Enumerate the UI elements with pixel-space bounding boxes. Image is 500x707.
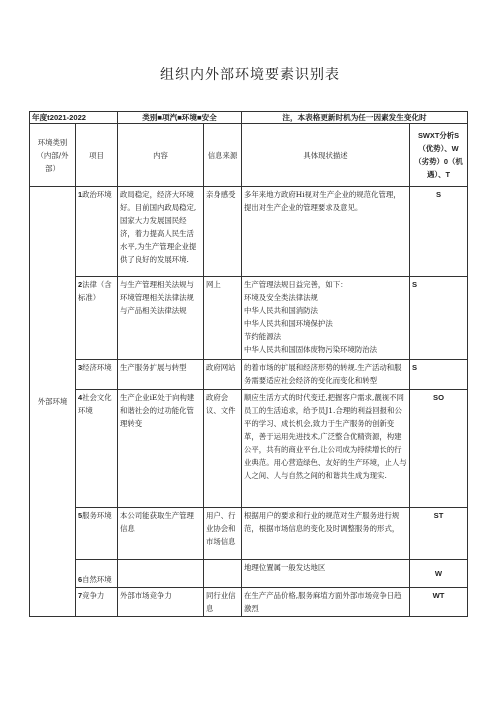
status-line: 节约能源法 [244, 332, 281, 341]
content-cell [118, 560, 204, 588]
header-status: 具体现状描述 [242, 124, 410, 187]
status-cell: 根据用户的要求和行业的规范对生产服务进行规范，根据市场信息的变化及时调整服务的形式， [242, 508, 410, 560]
year-cell: 年度t2021-2022 [30, 112, 118, 124]
status-line: 环境及安全类法律法规 [244, 293, 318, 302]
item-cell [76, 588, 118, 617]
note-cell: 注，本表格更新时机为任一因素发生变化时 [242, 112, 468, 124]
source-cell [204, 560, 242, 588]
item-cell [76, 277, 118, 360]
source-cell: 同行业信息 [204, 588, 242, 617]
source-cell: 政府会议、文件 [204, 390, 242, 508]
row-number: 1 [78, 190, 83, 199]
header-content: 内容 [118, 124, 204, 187]
item-label: 服务环境 [82, 511, 112, 520]
item-label: 政治环境 [82, 190, 112, 199]
row-number: 6 [78, 575, 83, 584]
swot-cell: S [410, 360, 468, 390]
row-number: 5 [78, 511, 83, 520]
item-cell [76, 187, 118, 277]
status-line: 中华人民共和国环境保护法 [244, 319, 333, 328]
header-env-type: 环境类别（内部/外部） [30, 124, 76, 187]
status-cell: 顺应生活方式的时代变迁,把握客户需求,靓视不同员工的生活追求，给予员J1.合理的利益回报和公平的学习、成长机会,致力于生产服务的创新变革，善于运用先进技术,广泛整合优精资源，构建公平，共有的商业平台,让公司成为持续增长的行业典范。用心营造绿色、友好的生产环境，止人与人之间、人与自然之间的和谐共生成为现实. [242, 390, 410, 508]
status-line: 中华人民共和国消防法 [244, 306, 318, 315]
environment-factors-table [29, 111, 468, 617]
swot-cell: W [410, 560, 468, 588]
table-row [30, 390, 468, 508]
status-cell: 在生产产品价格,服务麻埴方面外部市场竞争日趋激烈 [242, 588, 410, 617]
swot-cell: S [410, 187, 468, 277]
content-cell: 生产服务扩展与转型 [118, 360, 204, 390]
swot-cell: ST [410, 508, 468, 560]
source-cell: 政府网站 [204, 360, 242, 390]
status-cell: 的着市场的扩展和经济形势的转规.生产活动和服务需要适应社会经济的变化而变化和转型 [242, 360, 410, 390]
item-label: 经济环境 [82, 363, 112, 372]
item-cell [76, 560, 118, 588]
header-item: 项目 [76, 124, 118, 187]
row-number: 7 [78, 591, 83, 600]
item-cell [76, 360, 118, 390]
source-cell: 亲身感受 [204, 187, 242, 277]
row-number: 3 [78, 363, 83, 372]
item-label: 自然环境 [82, 575, 112, 584]
content-cell: 政局稳定，经济大环境好。目前国内政局稳定,国家大力发展国民经济，着力提高人民生活水平,为生产管理企业提供了良好的发展环境. [118, 187, 204, 277]
item-label: 竞争力 [82, 591, 105, 600]
header-swot: SWXT分析S（优势）、W（劣势）0（机遇）、T [410, 124, 468, 187]
item-cell [76, 390, 118, 508]
swot-cell: S [410, 277, 468, 360]
table-row [30, 560, 468, 588]
meta-row [30, 112, 468, 124]
content-cell: 生产企业iE处于向构建和谐社会的过功能化管理转变 [118, 390, 204, 508]
status-line: 生产管理法规日益完善，如下： [244, 280, 348, 289]
content-cell: 外部市场竞争力 [118, 588, 204, 617]
content-cell: 与生产管理相关法规与环境管理相关法律法规与产品相关法律法规 [118, 277, 204, 360]
source-cell: 网上 [204, 277, 242, 360]
row-number: 4 [78, 393, 83, 402]
swot-cell: WT [410, 588, 468, 617]
item-label: 社会文化环境 [78, 393, 112, 415]
table-row [30, 187, 468, 277]
status-cell [242, 277, 410, 360]
item-label: 法律（含标准） [78, 280, 112, 302]
group-label: 外部环境 [30, 187, 76, 617]
swot-cell: SO [410, 390, 468, 508]
table-row [30, 360, 468, 390]
page-title: 组织内外部环境要素识别表 [160, 67, 340, 83]
row-number: 2 [78, 280, 83, 289]
content-cell: 本公司能获取生产管理信息 [118, 508, 204, 560]
header-row [30, 124, 468, 187]
table-row [30, 508, 468, 560]
source-cell: 用户、行业协会和市场信息 [204, 508, 242, 560]
status-cell: 地理位置属一般发达地区 [242, 560, 410, 588]
item-cell [76, 508, 118, 560]
status-line: 中华人民共和国固体废物污染环境防治法 [244, 345, 378, 354]
table-row [30, 277, 468, 360]
table-row [30, 588, 468, 617]
category-cell: 类别■项汽■环境■安全 [118, 112, 242, 124]
status-cell: 多年来地方政府Hi视对生产企业的规范化管理，提出对生产企业的管理要求及意见。 [242, 187, 410, 277]
header-source: 信息来源 [204, 124, 242, 187]
